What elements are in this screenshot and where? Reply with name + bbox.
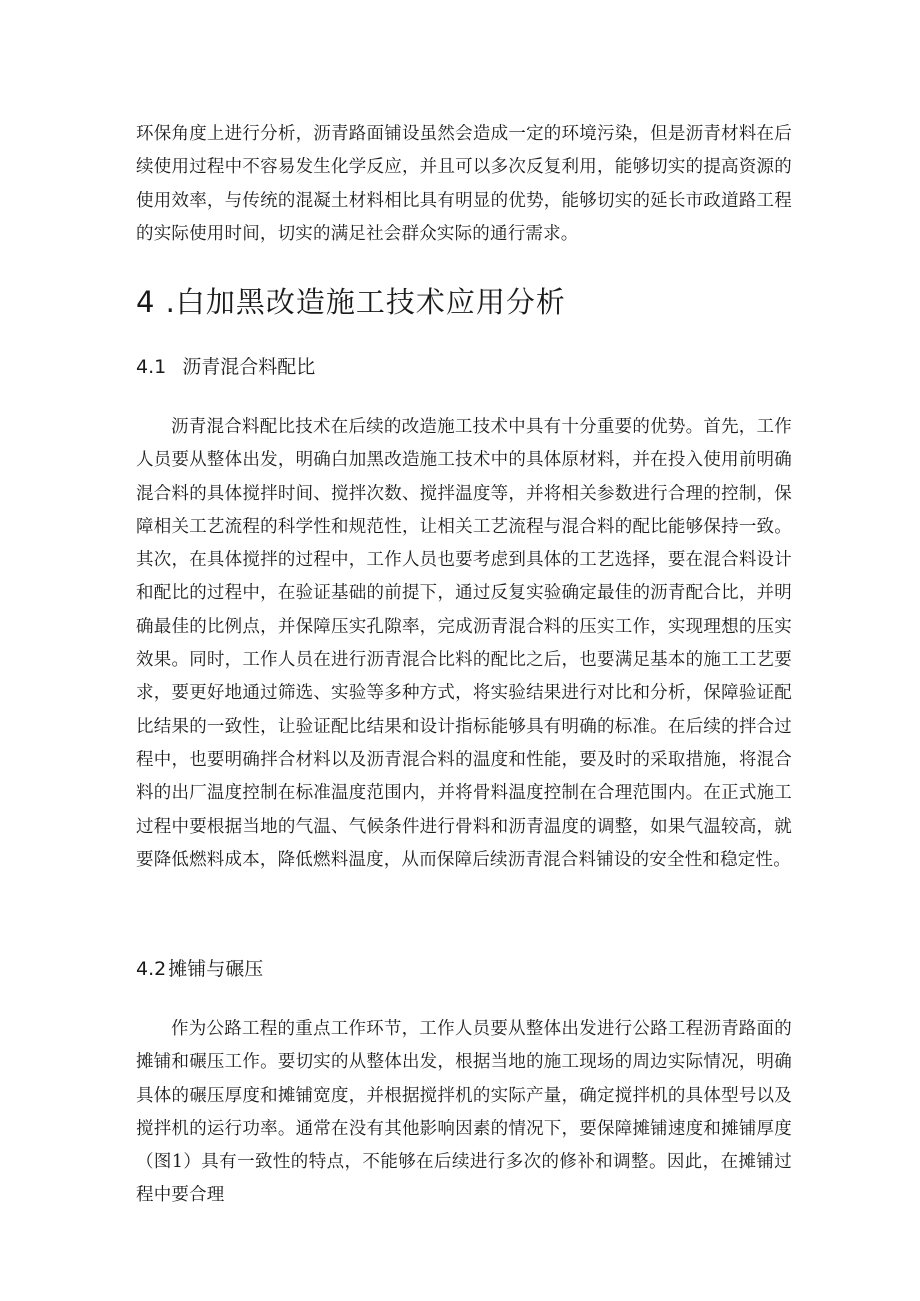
subsection-number: 4.2 xyxy=(136,958,167,980)
paragraph-4-1: 沥青混合料配比技术在后续的改造施工技术中具有十分重要的优势。首先，工作人员要从整体出发，明确白加黑改造施工技术中的具体原材料，并在投入使用前明确混合料的具体搅拌时间、搅拌次数、搅拌温度等，并将相关参数进行合理的控制，保障相关工艺流程的科学性和规范性，让相关工艺流程与混合料的配比能够保持一致。其次，在具体搅拌的过程中，工作人员也要考虑到具体的工艺选择，要在混合料设计和配比的过程中，在验证基础的前提下，通过反复实验确定最佳的沥青配合比，并明确最佳的比例点，并保障压实孔隙率，完成沥青混合料的压实工作，实现理想的压实效果。同时，工作人员在进行沥青混合比料的配比之后，也要满足基本的施工工艺要求，要更好地通过筛选、实验等多种方式，将实验结果进行对比和分析，保障验证配比结果的一致性，让验证配比结果和设计指标能够具有明确的标准。在后续的拌合过程中，也要明确拌合材料以及沥青混合料的温度和性能，要及时的采取措施，将混合料的出厂温度控制在标准温度范围内，并将骨料温度控制在合理范围内。在正式施工过程中要根据当地的气温、气候条件进行骨料和沥青温度的调整，如果气温较高，就要降低燃料成本，降低燃料温度，从而保障后续沥青混合料铺设的安全性和稳定性。 xyxy=(136,417,792,870)
subsection-number: 4.1 xyxy=(136,356,167,378)
subsection-heading-4-2 xyxy=(136,956,263,982)
paragraph-4-2: 作为公路工程的重点工作环节，工作人员要从整体出发进行公路工程沥青路面的摊铺和碾压工作。要切实的从整体出发，根据当地的施工现场的周边实际情况，明确具体的碾压厚度和摊铺宽度，并根据搅拌机的实际产量，确定搅拌机的具体型号以及搅拌机的运行功率。通常在没有其他影响因素的情况下，要保障摊铺速度和摊铺厚度（图1）具有一致性的特点，不能够在后续进行多次的修补和调整。因此，在摊铺过程中要合理 xyxy=(136,1019,792,1206)
subsection-title: 沥青混合料配比 xyxy=(182,356,316,378)
subsection-title: 摊铺与碾压 xyxy=(168,958,264,980)
intro-paragraph: 环保角度上进行分析，沥青路面铺设虽然会造成一定的环境污染，但是沥青材料在后续使用过程中不容易发生化学反应，并且可以多次反复利用，能够切实的提高资源的使用效率，与传统的混凝土材料相比具有明显的优势，能够切实的延长市政道路工程的实际使用时间，切实的满足社会群众实际的通行需求。 xyxy=(136,124,792,244)
section-title: 4 .白加黑改造施工技术应用分析 xyxy=(136,285,566,319)
subsection-heading-4-1 xyxy=(136,354,315,380)
